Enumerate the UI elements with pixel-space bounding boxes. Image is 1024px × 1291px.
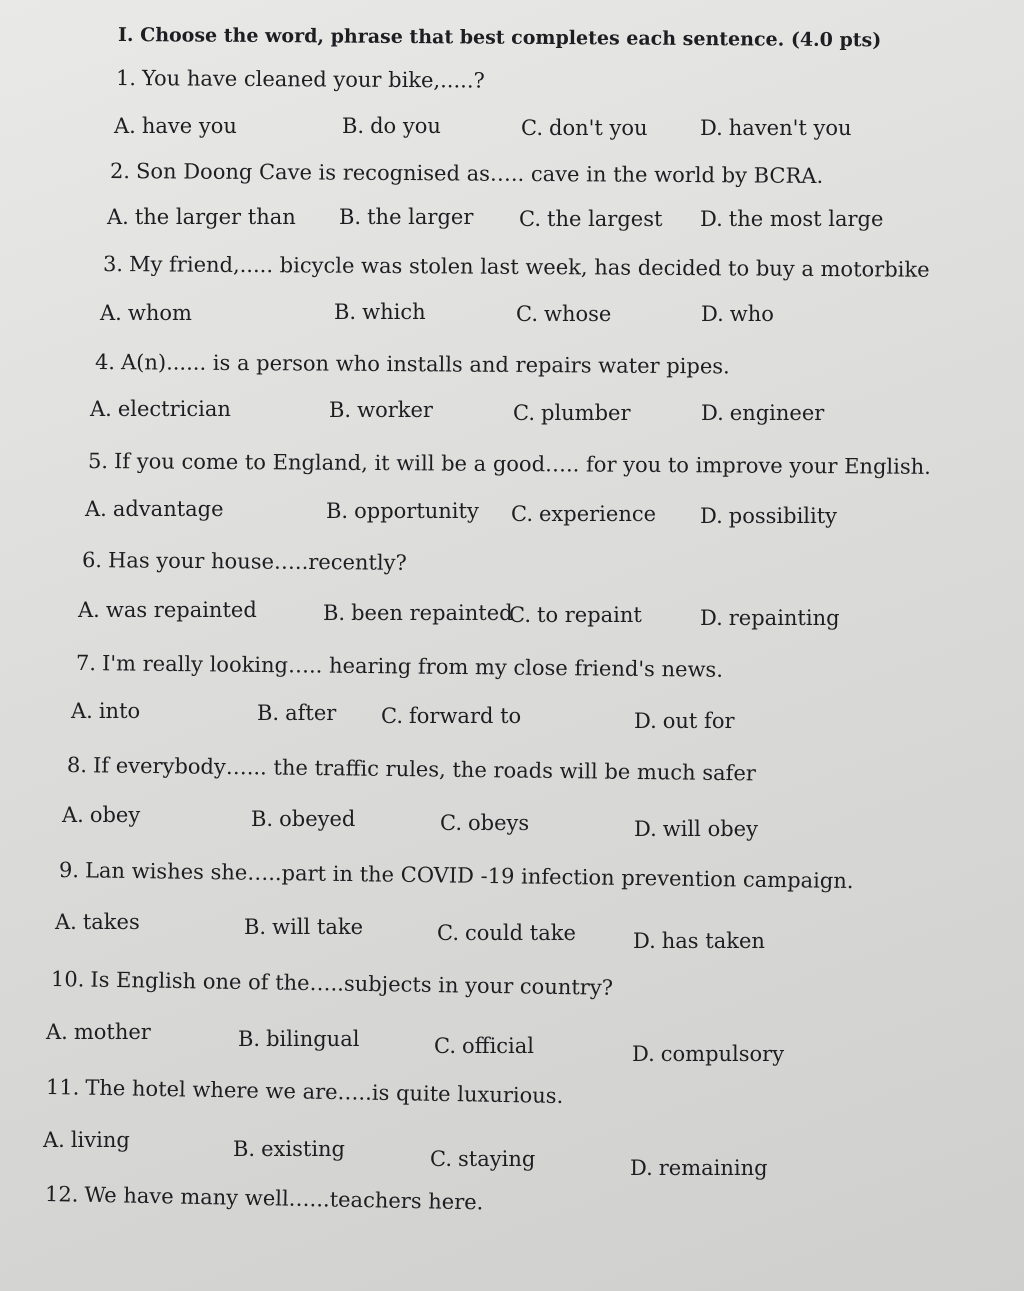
option-letter: C.	[434, 1034, 456, 1058]
option-letter: A.	[62, 803, 84, 827]
question-text: Lan wishes she…..part in the COVID -19 infection prevention campaign.	[84, 858, 854, 894]
question-text: A(n)...... is a person who installs and repairs water pipes.	[120, 350, 730, 379]
question-8	[67, 753, 756, 785]
question-text: If you come to England, it will be a good….. for you to improve your English.	[113, 449, 931, 479]
option-letter: B.	[323, 601, 346, 625]
option-text: don't you	[549, 116, 648, 140]
option-letter: C.	[437, 921, 459, 945]
question-number: 12.	[44, 1182, 79, 1207]
option-text: the largest	[547, 207, 663, 231]
option-text: been repainted	[351, 601, 513, 625]
option-7b	[257, 701, 336, 725]
option-letter: C.	[516, 302, 538, 326]
option-10b	[238, 1027, 359, 1051]
question-number: 11.	[45, 1075, 80, 1100]
option-7a	[71, 699, 140, 723]
option-2a	[107, 205, 296, 229]
option-8c	[440, 811, 529, 835]
option-text: out for	[662, 709, 735, 733]
option-text: compulsory	[660, 1042, 785, 1066]
option-letter: A.	[78, 598, 100, 622]
question-9	[59, 858, 854, 893]
question-number: 3.	[102, 252, 124, 277]
option-7d	[634, 709, 735, 733]
option-text: mother	[73, 1020, 151, 1044]
option-letter: A.	[90, 397, 112, 421]
question-text: The hotel where we are…..is quite luxurious.	[85, 1075, 564, 1109]
question-number: 6.	[81, 548, 103, 573]
option-letter: D.	[700, 504, 723, 528]
question-text: You have cleaned your bike,.....?	[141, 66, 485, 93]
question-number: 10.	[50, 967, 85, 992]
option-letter: D.	[634, 817, 657, 841]
option-2d	[700, 207, 883, 231]
option-3c	[516, 302, 611, 326]
option-text: the larger than	[134, 205, 296, 229]
question-number: 8.	[66, 753, 88, 778]
option-10d	[632, 1042, 784, 1066]
option-text: existing	[261, 1137, 345, 1161]
option-text: remaining	[658, 1156, 768, 1180]
option-text: electrician	[117, 397, 231, 421]
option-11c	[430, 1147, 535, 1171]
option-letter: B.	[238, 1027, 261, 1051]
option-letter: C.	[440, 811, 462, 835]
question-number: 4.	[94, 350, 116, 375]
option-text: has taken	[661, 929, 765, 953]
option-11b	[233, 1137, 345, 1161]
question-number: 1.	[115, 66, 137, 91]
option-1c	[521, 116, 648, 140]
option-letter: C.	[509, 603, 531, 627]
option-letter: A.	[114, 114, 136, 138]
question-3	[103, 252, 930, 282]
option-3a	[100, 301, 192, 325]
option-5b	[326, 499, 479, 523]
option-text: the most large	[728, 207, 884, 231]
option-text: opportunity	[354, 499, 479, 523]
option-letter: A.	[71, 699, 93, 723]
option-text: do you	[370, 114, 441, 138]
option-9b	[244, 915, 363, 939]
option-text: to repaint	[537, 603, 642, 627]
option-letter: C.	[511, 502, 533, 526]
option-4d	[701, 401, 824, 425]
option-letter: B.	[334, 300, 357, 324]
option-8d	[634, 817, 758, 841]
question-text: Son Doong Cave is recognised as….. cave in the world by BCRA.	[135, 159, 824, 188]
option-text: possibility	[728, 504, 838, 528]
option-1b	[342, 114, 441, 138]
option-text: obey	[89, 803, 141, 827]
option-7c	[381, 704, 521, 728]
option-text: the larger	[367, 205, 474, 229]
option-1d	[700, 116, 852, 140]
option-5c	[511, 502, 656, 526]
question-text: I'm really looking….. hearing from my close friend's news.	[101, 651, 724, 682]
section-title: I. Choose the word, phrase that best completes each sentence. (4.0 pts)	[117, 24, 882, 52]
option-text: obeys	[468, 811, 530, 835]
option-letter: B.	[342, 114, 365, 138]
option-letter: C.	[381, 704, 403, 728]
option-text: whom	[127, 301, 192, 325]
option-text: who	[729, 302, 774, 326]
option-11a	[43, 1128, 130, 1152]
question-4	[95, 350, 730, 378]
option-letter: D.	[701, 401, 724, 425]
option-9a	[55, 910, 140, 934]
option-letter: D.	[632, 1042, 655, 1066]
option-text: after	[285, 701, 337, 725]
option-text: advantage	[112, 497, 224, 521]
option-2c	[519, 207, 662, 231]
option-text: bilingual	[266, 1027, 360, 1051]
question-text: If everybody…... the traffic rules, the roads will be much safer	[92, 753, 757, 786]
question-text: Is English one of the…..subjects in your country?	[90, 967, 614, 1000]
option-10c	[434, 1034, 534, 1058]
option-6a	[78, 598, 257, 622]
option-letter: A.	[43, 1128, 65, 1152]
question-number: 9.	[58, 858, 80, 883]
option-3b	[334, 300, 426, 324]
option-text: will take	[272, 915, 364, 939]
option-letter: A.	[46, 1020, 68, 1044]
option-letter: C.	[513, 401, 535, 425]
option-text: into	[98, 699, 141, 723]
option-9c	[437, 921, 576, 945]
question-text: We have many well…...teachers here.	[84, 1182, 484, 1215]
option-11d	[630, 1156, 768, 1180]
question-5	[88, 449, 931, 479]
option-letter: D.	[630, 1156, 653, 1180]
option-text: plumber	[541, 401, 631, 425]
question-number: 5.	[87, 449, 109, 474]
option-text: haven't you	[728, 116, 852, 140]
option-text: official	[462, 1034, 534, 1058]
question-number: 7.	[75, 651, 97, 676]
question-7	[76, 651, 723, 682]
option-text: which	[362, 300, 426, 324]
option-10a	[46, 1020, 151, 1044]
question-11	[46, 1075, 564, 1108]
option-3d	[701, 302, 774, 326]
option-text: have you	[141, 114, 237, 138]
option-4c	[513, 401, 631, 425]
option-letter: D.	[701, 302, 724, 326]
option-letter: C.	[430, 1147, 452, 1171]
option-letter: A.	[55, 910, 77, 934]
option-letter: A.	[85, 497, 107, 521]
option-text: living	[70, 1128, 130, 1152]
option-8b	[251, 807, 355, 831]
option-2b	[339, 205, 473, 229]
option-4a	[90, 397, 231, 421]
question-text: Has your house…..recently?	[107, 548, 407, 575]
option-text: takes	[82, 910, 140, 934]
option-letter: C.	[519, 207, 541, 231]
option-8a	[62, 803, 140, 827]
option-1a	[114, 114, 237, 138]
option-letter: B.	[329, 398, 352, 422]
option-text: repainting	[728, 606, 840, 630]
option-text: obeyed	[279, 807, 356, 831]
option-letter: D.	[700, 116, 723, 140]
option-text: staying	[458, 1147, 536, 1171]
option-5a	[85, 497, 224, 521]
option-letter: B.	[257, 701, 280, 725]
option-6d	[700, 606, 840, 630]
option-text: was repainted	[105, 598, 257, 622]
question-2	[110, 159, 823, 188]
question-text: My friend,..... bicycle was stolen last week, has decided to buy a motorbike	[128, 252, 930, 282]
question-12	[45, 1182, 484, 1214]
question-1	[116, 66, 485, 93]
option-6b	[323, 601, 513, 625]
option-4b	[329, 398, 433, 422]
option-letter: A.	[107, 205, 129, 229]
option-letter: B.	[244, 915, 267, 939]
option-letter: B.	[251, 807, 274, 831]
option-letter: D.	[634, 709, 657, 733]
option-text: worker	[357, 398, 433, 422]
option-letter: B.	[233, 1137, 256, 1161]
option-letter: C.	[521, 116, 543, 140]
option-letter: A.	[100, 301, 122, 325]
option-text: whose	[544, 302, 612, 326]
question-number: 2.	[109, 159, 131, 184]
option-letter: D.	[700, 606, 723, 630]
option-letter: B.	[339, 205, 362, 229]
option-text: engineer	[729, 401, 825, 425]
option-letter: D.	[700, 207, 723, 231]
question-10	[51, 967, 613, 1000]
option-9d	[633, 929, 765, 953]
option-letter: D.	[633, 929, 656, 953]
option-text: could take	[465, 921, 576, 945]
option-5d	[700, 504, 837, 528]
option-6c	[509, 603, 642, 627]
question-6	[82, 548, 407, 575]
option-letter: B.	[326, 499, 349, 523]
option-text: forward to	[409, 704, 522, 728]
option-text: experience	[539, 502, 657, 526]
option-text: will obey	[662, 817, 758, 841]
